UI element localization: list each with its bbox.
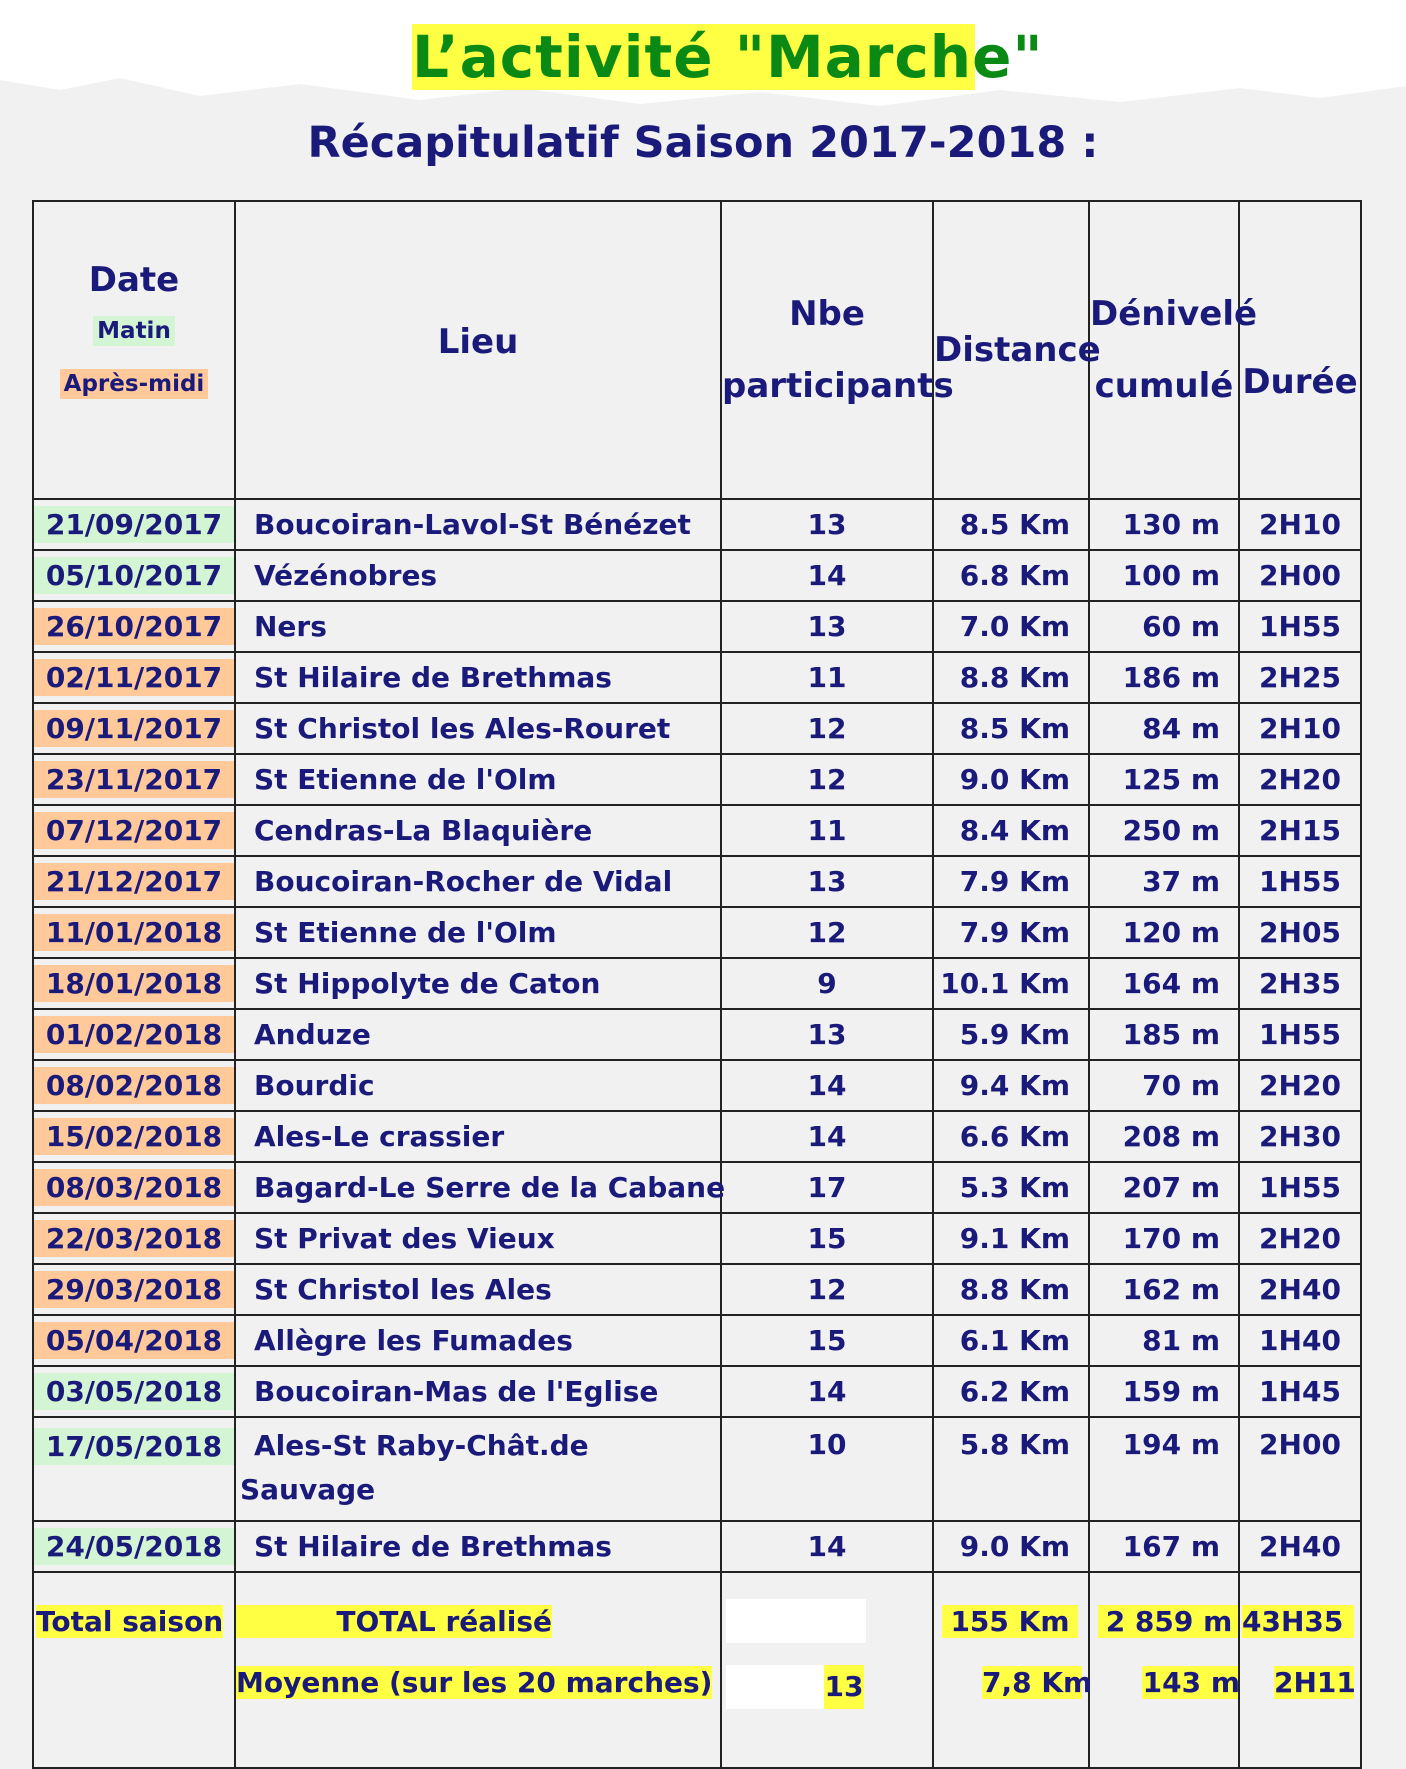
table-row — [33, 1162, 1361, 1213]
lieu-text: Ners — [254, 610, 327, 643]
date-apres: 26/10/2017 — [34, 608, 234, 645]
moyenne-distance: 7,8 Km — [982, 1666, 1093, 1699]
cell-distance: 10.1 Km — [933, 958, 1089, 1009]
lieu-text: St Privat des Vieux — [254, 1222, 555, 1255]
cell-lieu — [235, 550, 721, 601]
footer-labels — [235, 1572, 721, 1768]
cell-date — [33, 958, 235, 1009]
cell-date — [33, 1213, 235, 1264]
table-row — [33, 754, 1361, 805]
table-footer-row — [33, 1572, 1361, 1768]
cell-lieu — [235, 1264, 721, 1315]
cell-denivele: 125 m — [1089, 754, 1239, 805]
cell-duree: 2H20 — [1239, 1213, 1361, 1264]
cell-nbe: 13 — [721, 601, 933, 652]
lieu-text: Cendras-La Blaquière — [254, 814, 593, 847]
cell-denivele: 185 m — [1089, 1009, 1239, 1060]
table-row — [33, 958, 1361, 1009]
footer-distance — [933, 1572, 1093, 1768]
header-denivele-line2: cumulé — [1094, 366, 1234, 406]
total-saison-label: Total saison — [36, 1605, 224, 1638]
cell-denivele: 162 m — [1089, 1264, 1239, 1315]
cell-distance: 5.9 Km — [933, 1009, 1089, 1060]
footer-denivele — [1089, 1572, 1239, 1768]
cell-denivele: 120 m — [1089, 907, 1239, 958]
cell-distance: 9.4 Km — [933, 1060, 1089, 1111]
cell-date — [33, 1417, 235, 1521]
lieu-line2: Sauvage — [240, 1473, 376, 1506]
date-apres: 09/11/2017 — [34, 710, 234, 747]
header-duree: Durée — [1239, 201, 1361, 499]
cell-date — [33, 1060, 235, 1111]
table-row — [33, 1009, 1361, 1060]
table-row — [33, 1315, 1361, 1366]
lieu-text: Vézénobres — [254, 559, 438, 592]
cell-lieu — [235, 1009, 721, 1060]
cell-duree: 2H20 — [1239, 1060, 1361, 1111]
table-header-row — [33, 201, 1361, 499]
cell-denivele: 159 m — [1089, 1366, 1239, 1417]
cell-nbe: 11 — [721, 805, 933, 856]
total-nbe-blank — [726, 1599, 866, 1643]
cell-denivele: 186 m — [1089, 652, 1239, 703]
cell-nbe: 12 — [721, 754, 933, 805]
moyenne-nbe: 13 — [824, 1665, 864, 1709]
cell-date — [33, 1521, 235, 1572]
cell-denivele: 84 m — [1089, 703, 1239, 754]
cell-duree: 1H55 — [1239, 1009, 1361, 1060]
cell-distance: 5.8 Km — [933, 1417, 1089, 1521]
table-row — [33, 1213, 1361, 1264]
cell-nbe: 12 — [721, 907, 933, 958]
date-apres: 18/01/2018 — [34, 965, 234, 1002]
cell-denivele: 164 m — [1089, 958, 1239, 1009]
total-distance: 155 Km — [942, 1605, 1078, 1638]
page-subtitle: Récapitulatif Saison 2017-2018 : — [307, 118, 1099, 168]
table-row — [33, 550, 1361, 601]
legend-matin: Matin — [93, 316, 175, 346]
cell-nbe: 10 — [721, 1417, 933, 1521]
cell-distance: 7.9 Km — [933, 907, 1089, 958]
cell-nbe: 11 — [721, 652, 933, 703]
cell-duree: 2H00 — [1239, 550, 1361, 601]
header-denivele-line1: Dénivelé — [1090, 294, 1258, 334]
cell-duree: 2H40 — [1239, 1264, 1361, 1315]
date-apres: 05/04/2018 — [34, 1322, 234, 1359]
header-lieu: Lieu — [235, 201, 721, 499]
table-row — [33, 499, 1361, 550]
table-row — [33, 1366, 1361, 1417]
cell-distance: 9.0 Km — [933, 1521, 1089, 1572]
footer-nbe — [721, 1572, 933, 1768]
cell-duree: 2H10 — [1239, 499, 1361, 550]
cell-duree: 1H45 — [1239, 1366, 1361, 1417]
lieu-text: Anduze — [254, 1018, 371, 1051]
cell-denivele: 167 m — [1089, 1521, 1239, 1572]
header-nbe-participants — [721, 201, 954, 499]
cell-date — [33, 550, 235, 601]
cell-date — [33, 1009, 235, 1060]
table-row — [33, 652, 1361, 703]
cell-lieu — [235, 1315, 721, 1366]
cell-nbe: 14 — [721, 1060, 933, 1111]
cell-lieu — [235, 805, 721, 856]
cell-date — [33, 601, 235, 652]
cell-lieu — [235, 1417, 721, 1521]
cell-distance: 9.0 Km — [933, 754, 1089, 805]
lieu-text: Boucoiran-Mas de l'Eglise — [254, 1375, 659, 1408]
moyenne-denivele: 143 m — [1142, 1666, 1240, 1699]
cell-lieu — [235, 1213, 721, 1264]
cell-duree: 2H25 — [1239, 652, 1361, 703]
table-row — [33, 1264, 1361, 1315]
page-title: L’activité "Marche" — [412, 23, 1044, 91]
cell-date — [33, 1162, 235, 1213]
date-matin: 24/05/2018 — [34, 1528, 234, 1565]
table-row — [33, 1060, 1361, 1111]
table-row — [33, 907, 1361, 958]
date-apres: 02/11/2017 — [34, 659, 234, 696]
lieu-text: St Hilaire de Brethmas — [254, 661, 612, 694]
cell-distance: 7.9 Km — [933, 856, 1089, 907]
cell-denivele: 207 m — [1089, 1162, 1239, 1213]
total-duree: 43H35 — [1242, 1605, 1354, 1638]
date-apres: 23/11/2017 — [34, 761, 234, 798]
lieu-text: Ales-Le crassier — [254, 1120, 505, 1153]
lieu-text: Allègre les Fumades — [254, 1324, 573, 1357]
cell-denivele: 100 m — [1089, 550, 1239, 601]
date-apres: 29/03/2018 — [34, 1271, 234, 1308]
header-denivele — [1089, 201, 1258, 499]
cell-date — [33, 856, 235, 907]
lieu-text: St Christol les Ales — [254, 1273, 552, 1306]
header-date-label: Date — [88, 260, 180, 300]
cell-distance: 6.6 Km — [933, 1111, 1089, 1162]
lieu-text: St Hilaire de Brethmas — [254, 1530, 612, 1563]
cell-duree: 2H40 — [1239, 1521, 1361, 1572]
cell-date — [33, 499, 235, 550]
cell-nbe: 9 — [721, 958, 933, 1009]
cell-duree: 2H35 — [1239, 958, 1361, 1009]
cell-denivele: 70 m — [1089, 1060, 1239, 1111]
total-denivele: 2 859 m — [1098, 1605, 1240, 1638]
cell-date — [33, 907, 235, 958]
lieu-line1: Ales-St Raby-Chât.de — [254, 1429, 589, 1462]
cell-denivele: 60 m — [1089, 601, 1239, 652]
cell-nbe: 13 — [721, 1009, 933, 1060]
legend-apres-midi: Après-midi — [60, 369, 209, 399]
cell-date — [33, 703, 235, 754]
cell-distance: 8.8 Km — [933, 1264, 1089, 1315]
cell-date — [33, 1315, 235, 1366]
date-matin: 03/05/2018 — [34, 1373, 234, 1410]
table-row — [33, 1521, 1361, 1572]
cell-distance: 6.2 Km — [933, 1366, 1089, 1417]
lieu-text: St Etienne de l'Olm — [254, 763, 557, 796]
cell-lieu — [235, 856, 721, 907]
date-apres: 11/01/2018 — [34, 914, 234, 951]
cell-distance: 8.8 Km — [933, 652, 1089, 703]
cell-lieu — [235, 754, 721, 805]
cell-lieu — [235, 652, 721, 703]
cell-distance: 8.5 Km — [933, 499, 1089, 550]
cell-duree: 2H30 — [1239, 1111, 1361, 1162]
date-apres: 01/02/2018 — [34, 1016, 234, 1053]
cell-nbe: 15 — [721, 1213, 933, 1264]
date-matin: 17/05/2018 — [34, 1428, 234, 1465]
cell-date — [33, 1264, 235, 1315]
recap-table — [32, 200, 1362, 1769]
cell-distance: 7.0 Km — [933, 601, 1089, 652]
lieu-text: St Christol les Ales-Rouret — [254, 712, 671, 745]
table-row — [33, 805, 1361, 856]
cell-duree: 2H10 — [1239, 703, 1361, 754]
cell-nbe: 13 — [721, 856, 933, 907]
cell-distance: 8.4 Km — [933, 805, 1089, 856]
cell-lieu — [235, 601, 721, 652]
date-apres: 08/03/2018 — [34, 1169, 234, 1206]
header-date — [33, 201, 235, 499]
lieu-text: St Etienne de l'Olm — [254, 916, 557, 949]
cell-nbe: 12 — [721, 1264, 933, 1315]
date-apres: 22/03/2018 — [34, 1220, 234, 1257]
date-apres: 08/02/2018 — [34, 1067, 234, 1104]
footer-total-saison — [33, 1572, 235, 1768]
cell-duree: 1H40 — [1239, 1315, 1361, 1366]
cell-denivele: 81 m — [1089, 1315, 1239, 1366]
table-row — [33, 1111, 1361, 1162]
lieu-text: Boucoiran-Lavol-St Bénézet — [254, 508, 691, 541]
cell-nbe: 13 — [721, 499, 933, 550]
lieu-text: Boucoiran-Rocher de Vidal — [254, 865, 673, 898]
cell-nbe: 14 — [721, 1366, 933, 1417]
cell-distance: 9.1 Km — [933, 1213, 1089, 1264]
lieu-text: St Hippolyte de Caton — [254, 967, 601, 1000]
table-body — [33, 499, 1361, 1572]
date-matin: 21/09/2017 — [34, 506, 234, 543]
cell-date — [33, 1366, 235, 1417]
cell-distance: 6.8 Km — [933, 550, 1089, 601]
date-matin: 05/10/2017 — [34, 557, 234, 594]
cell-nbe: 14 — [721, 1521, 933, 1572]
cell-nbe: 14 — [721, 1111, 933, 1162]
cell-lieu — [235, 1521, 721, 1572]
cell-nbe: 15 — [721, 1315, 933, 1366]
cell-lieu — [235, 1060, 721, 1111]
total-realise-label: TOTAL réalisé — [236, 1605, 552, 1638]
cell-lieu — [235, 907, 721, 958]
cell-duree: 2H20 — [1239, 754, 1361, 805]
date-apres: 15/02/2018 — [34, 1118, 234, 1155]
footer-duree — [1239, 1572, 1361, 1768]
moyenne-label: Moyenne (sur les 20 marches) — [236, 1666, 713, 1699]
cell-lieu — [235, 703, 721, 754]
cell-denivele: 37 m — [1089, 856, 1239, 907]
date-apres: 21/12/2017 — [34, 863, 234, 900]
lieu-text: Bourdic — [254, 1069, 375, 1102]
cell-denivele: 194 m — [1089, 1417, 1239, 1521]
cell-nbe: 14 — [721, 550, 933, 601]
cell-duree: 1H55 — [1239, 1162, 1361, 1213]
header-nbe-line2: participants — [722, 366, 954, 406]
cell-duree: 2H05 — [1239, 907, 1361, 958]
table-row — [33, 601, 1361, 652]
cell-denivele: 250 m — [1089, 805, 1239, 856]
cell-lieu — [235, 958, 721, 1009]
cell-denivele: 170 m — [1089, 1213, 1239, 1264]
cell-lieu — [235, 499, 721, 550]
cell-duree: 1H55 — [1239, 856, 1361, 907]
cell-date — [33, 1111, 235, 1162]
table-row — [33, 856, 1361, 907]
cell-lieu — [235, 1366, 721, 1417]
cell-lieu — [235, 1111, 721, 1162]
cell-distance: 6.1 Km — [933, 1315, 1089, 1366]
cell-duree: 1H55 — [1239, 601, 1361, 652]
cell-distance: 8.5 Km — [933, 703, 1089, 754]
header-nbe-line1: Nbe — [789, 294, 865, 334]
cell-nbe: 17 — [721, 1162, 933, 1213]
cell-date — [33, 754, 235, 805]
cell-duree: 2H00 — [1239, 1417, 1361, 1521]
date-apres: 07/12/2017 — [34, 812, 234, 849]
header-distance: Distance — [933, 201, 1089, 499]
table-row — [33, 703, 1361, 754]
cell-date — [33, 652, 235, 703]
cell-lieu — [235, 1162, 726, 1213]
cell-duree: 2H15 — [1239, 805, 1361, 856]
cell-nbe: 12 — [721, 703, 933, 754]
moyenne-duree: 2H11 — [1274, 1666, 1356, 1699]
cell-distance: 5.3 Km — [933, 1162, 1089, 1213]
cell-date — [33, 805, 235, 856]
lieu-text: Bagard-Le Serre de la Cabane — [254, 1171, 726, 1204]
cell-denivele: 130 m — [1089, 499, 1239, 550]
table-row — [33, 1417, 1361, 1521]
cell-denivele: 208 m — [1089, 1111, 1239, 1162]
